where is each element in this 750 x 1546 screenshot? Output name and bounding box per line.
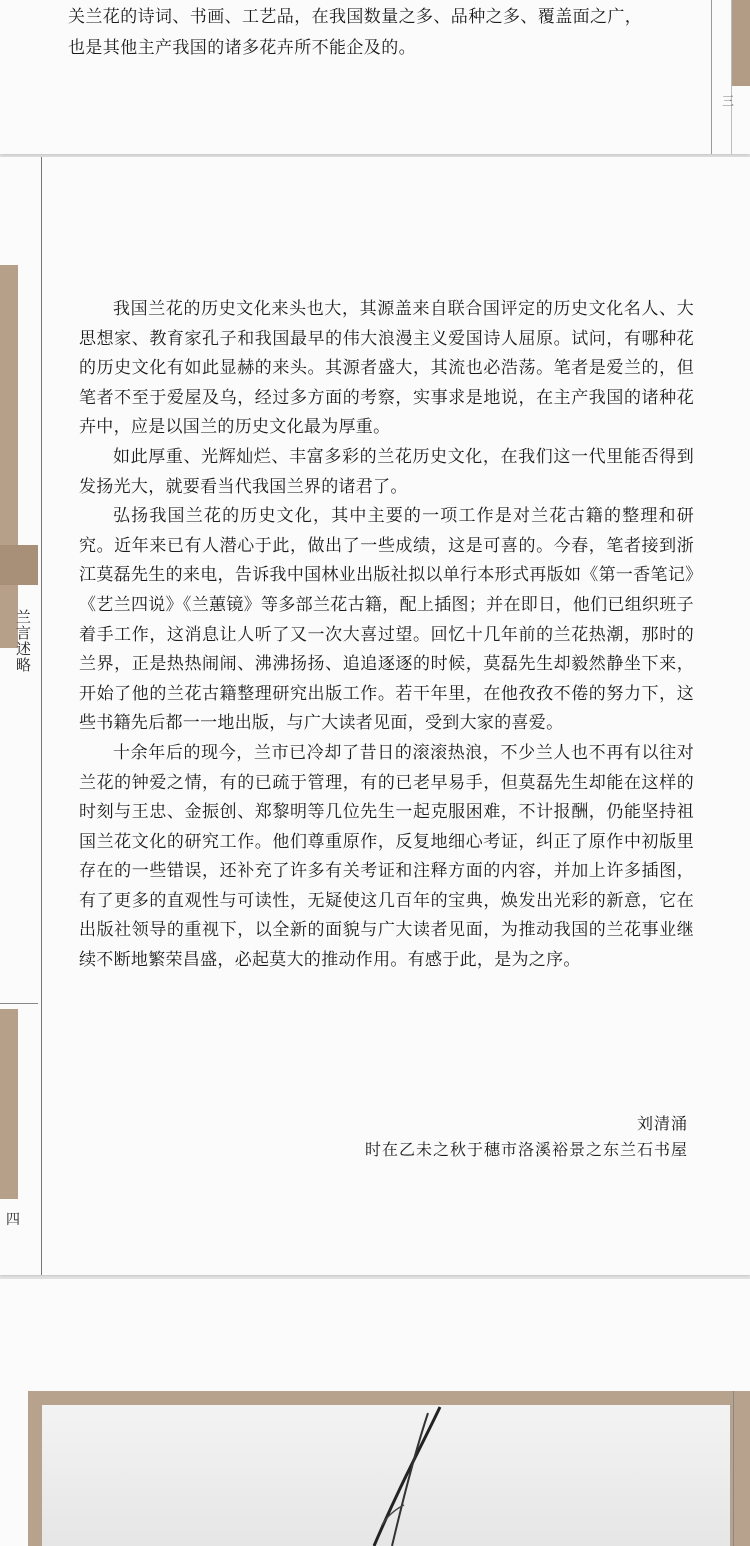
margin-rule-outer: [731, 0, 732, 154]
paragraph: 如此厚重、光辉灿烂、丰富多彩的兰花历史文化，在我们这一代里能否得到发扬光大，就要看当代我国兰界的诸君了。: [79, 446, 694, 497]
previous-page-fragment: [0, 0, 750, 154]
text-line: 也是其他主产我国的诸多花卉所不能企及的。: [68, 38, 416, 58]
page-edge-accent: [732, 0, 750, 86]
left-margin-rule: [41, 157, 42, 1275]
margin-rule: [733, 1391, 734, 1546]
next-page-fragment: [0, 1279, 750, 1546]
page-corner-mark: 三: [721, 94, 734, 108]
paragraph: 十余年后的现今，兰市已冷却了昔日的滚滚热浪，不少兰人也不再有以往对兰花的钟爱之情，有的已疏于管理，有的已老早易手，但莫磊先生却能在这样的时刻与王忠、金振创、郑黎明等几位先生一起克服困难，不计报酬，仍能坚持祖国兰花文化的研究工作。他们尊重原作，反复地细心考证，纠正了原作中初版里存在的一些错误，还补充了许多有关考证和注释方面的内容，并加上许多插图，有了更多的直观性与可读性，无疑使这几百年的宝典，焕发出光彩的新意，它在出版社领导的重视下，以全新的面貌与广大读者见面，为推动我国的兰花事业继续不断地繁荣昌盛，必起莫大的推动作用。有感于此，是为之序。: [79, 742, 694, 971]
signature-block: [268, 1111, 688, 1163]
previous-page-text: [68, 2, 708, 64]
side-accent-upper: [0, 265, 18, 648]
author-name: 刘清涌: [636, 1114, 688, 1133]
margin-rule: [711, 0, 712, 154]
side-accent-lower: [0, 1009, 18, 1199]
brush-stroke-icon: [352, 1405, 492, 1546]
side-divider: [0, 1003, 38, 1004]
paragraph: 我国兰花的历史文化来头也大，其源盖来自联合国评定的历史文化名人、大思想家、教育家孔子和我国最早的伟大浪漫主义爱国诗人屈原。试问，有哪种花的历史文化有如此显赫的来头。其源者盛大，其流也必浩荡。笔者是爱兰的，但笔者不至于爱屋及乌，经过多方面的考察，实事求是地说，在主产我国的诸种花卉中，应是以国兰的历史文化最为厚重。: [79, 299, 694, 438]
page-number: 四: [6, 1212, 20, 1228]
place-and-time: 时在乙未之秋于穗市洛溪裕景之东兰石书屋: [364, 1140, 688, 1159]
illustration-image: [42, 1405, 730, 1546]
side-title-tab: [0, 545, 38, 585]
paragraph: 弘扬我国兰花的历史文化，其中主要的一项工作是对兰花古籍的整理和研究。近年来已有人潜心于此，做出了一些成绩，这是可喜的。今春，笔者接到浙江莫磊先生的来电，告诉我中国林业出版社拟以单行本形式再版如《第一香笔记》《艺兰四说》《兰蕙镜》等多部兰花古籍，配上插图；并在即日，他们已组织班子着手工作，这消息让人听了又一次大喜过望。回忆十几年前的兰花热潮，那时的兰界，正是热热闹闹、沸沸扬扬、追追逐逐的时候，莫磊先生却毅然静坐下来，开始了他的兰花古籍整理研究出版工作。若干年里，在他孜孜不倦的努力下，这些书籍先后都一一地出版，与广大读者见面，受到大家的喜爱。: [79, 506, 694, 734]
preface-body: [79, 295, 694, 976]
preface-page: [0, 157, 750, 1275]
running-title: 兰言述略: [14, 609, 32, 673]
text-line: 关兰花的诗词、书画、工艺品，在我国数量之多、品种之多、覆盖面之广，: [68, 7, 643, 27]
